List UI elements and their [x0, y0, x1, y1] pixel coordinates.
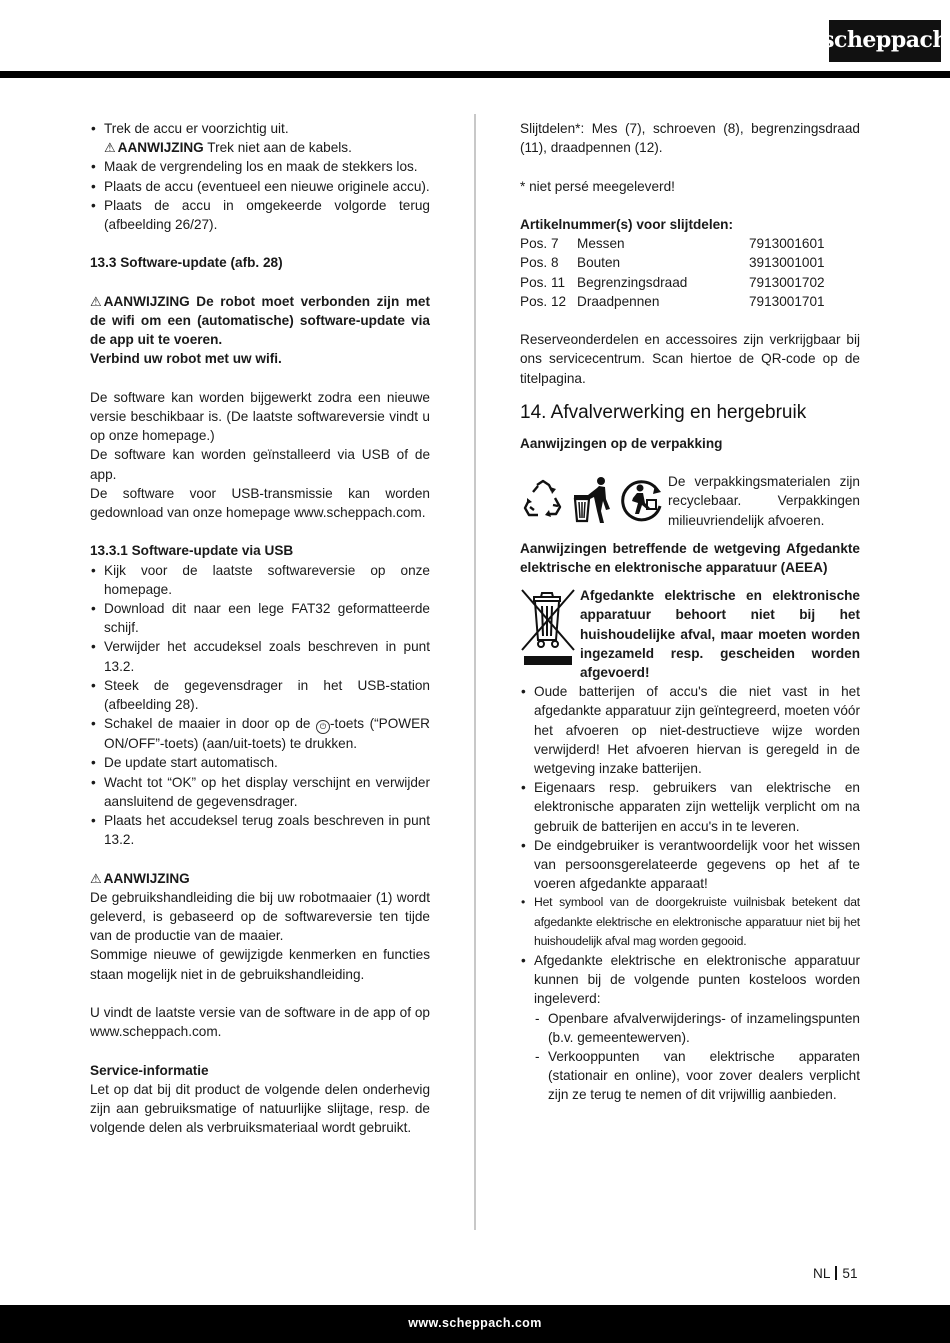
list-item: • Verwijder het accudeksel zoals beschreven in punt 13.2.: [90, 637, 430, 675]
list-item: • Afgedankte elektrische en elektronische apparatuur kunnen bij de volgende punten kosteloos worden ingeleverd:: [520, 951, 860, 1009]
trash-bin-icon: [570, 475, 614, 525]
table-cell: Pos. 12: [520, 293, 567, 309]
list-item: • Het symbool van de doorgekruiste vuilnisbak betekent dat afgedankte elektrische en elektronische apparatuur niet bij het huishoudelijk afval mag worden gegooid.: [520, 893, 860, 951]
list-item: - Verkooppunten van elektrische apparaten (stationair en online), voor zover dealers verplicht zijn ze terug te nemen of dit vrijwillig aanbieden.: [534, 1047, 860, 1105]
table-cell: Pos. 8: [520, 255, 559, 271]
list-item: • Download dit naar een lege FAT32 geformatteerde schijf.: [90, 599, 430, 637]
weee-warning: Afgedankte elektrische en elektronische apparatuur behoort niet bij het huishoudelijke afval, maar moeten worden ingezameld resp. gescheiden worden afgevoerd!: [580, 588, 860, 681]
subsection-heading: 13.3.1 Software-update via USB: [90, 543, 294, 559]
column-divider: [474, 114, 476, 1230]
table-row: [520, 234, 860, 253]
table-cell: Pos. 7: [520, 236, 559, 252]
power-icon: ⏻: [316, 720, 330, 734]
packaging-text: De verpakkingsmaterialen zijn recyclebaar. Verpakkingen milieuvriendelijk afvoeren.: [668, 474, 860, 528]
note-text: Trek niet aan de kabels.: [203, 140, 352, 156]
crossed-bin-icon: [520, 588, 580, 673]
parts-heading: Artikelnummer(s) voor slijtdelen:: [520, 216, 734, 232]
section-heading: 13.3 Software-update (afb. 28): [90, 255, 283, 271]
list-item: • Oude batterijen of accu's die niet vast in het afgedankte apparatuur zijn geïntegreerd, moeten vóór het afvoeren op niet-destructieve wijze worden verwijderd! Het afvoeren hiervan is geregeld in de wetgeving inzake batterijen.: [520, 682, 860, 778]
table-cell: Pos. 11: [520, 274, 566, 290]
paragraph: De software kan worden geïnstalleerd via USB of de app.: [90, 447, 430, 482]
list-item: • Plaats de accu in omgekeerde volgorde terug (afbeelding 26/27).: [90, 196, 430, 234]
list-item: [90, 714, 430, 753]
weee-list: [520, 682, 860, 1008]
usb-steps-list: [90, 561, 430, 850]
table-cell: 7913001702: [749, 274, 825, 290]
list-item: • Plaats de accu (eventueel een nieuwe originele accu).: [90, 177, 430, 196]
list-item: • De eindgebruiker is verantwoordelijk voor het wissen van persoonsgerelateerde gegevens op het af te voeren afgedankte apparaat!: [520, 836, 860, 894]
cable-note: [90, 138, 430, 157]
packaging-block: [520, 472, 860, 530]
note-label: AANWIJZING: [117, 140, 204, 156]
paragraph: Let op dat bij dit product de volgende delen onderhevig zijn aan gebruiksmatige of natuurlijke slijtage, resp. de volgende delen als verbruiksmateriaal wordt gebruikt.: [90, 1081, 430, 1136]
list-item: • Steek de gegevensdrager in het USB-station (afbeelding 28).: [90, 676, 430, 714]
battery-removal-list: [90, 119, 430, 138]
footer-url: www.scheppach.com: [408, 1316, 542, 1331]
wifi-note: [90, 292, 430, 350]
parts-table: [520, 234, 860, 311]
footnote: * niet persé meegeleverd!: [520, 178, 675, 194]
paragraph: U vindt de laatste versie van de software in de app of op www.scheppach.com.: [90, 1005, 430, 1040]
note-text: De robot moet verbonden zijn met de wifi om een (automatische) software-update via de app uit te voeren.: [90, 293, 430, 348]
brand-logo: scheppach: [829, 20, 941, 62]
divider: [835, 1266, 837, 1280]
list-item: • De update start automatisch.: [90, 753, 430, 772]
step-text: Schakel de maaier in door op de: [104, 716, 317, 732]
page-number: [813, 1264, 858, 1283]
list-item: • Kijk voor de laatste softwareversie op onze homepage.: [90, 561, 430, 599]
packaging-icons: [520, 472, 668, 528]
table-cell: 3913001001: [749, 255, 825, 271]
paragraph: De software voor USB-transmissie kan worden gedownload van onze homepage www.scheppach.com.: [90, 485, 430, 521]
wifi-note-2: Verbind uw robot met uw wifi.: [90, 351, 282, 367]
warning-icon: ⚠: [104, 140, 116, 156]
table-row: [520, 273, 860, 292]
paragraph: De gebruikshandleiding die bij uw robotmaaier (1) wordt geleverd, is gebaseerd op de softwareversie ten tijde van de productie van de maaier.: [90, 889, 430, 944]
list-item: • Wacht tot “OK” op het display verschijnt en verwijder aansluitend de gegevensdrager.: [90, 773, 430, 811]
table-cell: 7913001601: [749, 236, 825, 252]
list-item: • Eigenaars resp. gebruikers van elektrische en elektronische apparaten zijn wettelijk verplicht om na gebruik de batterijen en accu's in te leveren.: [520, 778, 860, 836]
language-code: NL: [813, 1266, 831, 1281]
right-column: [520, 119, 860, 1105]
list-item: - Openbare afvalverwijderings- of inzamelingspunten (b.v. gemeentewerven).: [534, 1009, 860, 1047]
header-bar: [0, 71, 950, 78]
table-cell: 7913001701: [749, 293, 825, 309]
battery-removal-list-2: [90, 157, 430, 234]
weee-heading: Aanwijzingen betreffende de wetgeving Afgedankte elektrische en elektronische apparatuur (AEEA): [520, 540, 860, 575]
page-num: 51: [842, 1266, 858, 1281]
paragraph: Sommige nieuwe of gewijzigde kenmerken en functies staan mogelijk niet in de gebruikshandleiding.: [90, 947, 430, 982]
warning-icon: ⚠: [90, 293, 102, 309]
list-item: • Maak de vergrendeling los en maak de stekkers los.: [90, 157, 430, 176]
table-cell: Begrenzingsdraad: [577, 274, 688, 290]
recycle-icon: [520, 477, 566, 523]
section-heading: 14. Afvalverwerking en hergebruik: [520, 401, 807, 423]
table-cell: Draadpennen: [577, 293, 660, 309]
table-row: [520, 253, 860, 272]
recycling-person-icon: [618, 476, 666, 524]
list-item: • Plaats het accudeksel terug zoals beschreven in punt 13.2.: [90, 811, 430, 849]
step-text: -toets (“POWER ON/OFF”-toets) (aan/uit-toets) te drukken.: [104, 716, 431, 752]
footer-bar: [0, 1305, 950, 1343]
packaging-heading: Aanwijzingen op de verpakking: [520, 435, 723, 451]
warning-icon: ⚠: [90, 870, 102, 886]
note-label: AANWIJZING: [103, 293, 190, 309]
paragraph: Reserveonderdelen en accessoires zijn verkrijgbaar bij ons servicecentrum. Scan hiertoe de QR-code op de titelpagina.: [520, 332, 860, 386]
service-heading: Service-informatie: [90, 1062, 209, 1078]
list-item: • Trek de accu er voorzichtig uit.: [90, 119, 430, 138]
note-heading: [90, 869, 430, 888]
table-row: [520, 292, 860, 311]
collection-points-list: [520, 1009, 860, 1105]
note-label: AANWIJZING: [103, 870, 190, 886]
paragraph: De software kan worden bijgewerkt zodra een nieuwe versie beschikbaar is. (De laatste softwareversie vindt u op onze homepage.): [90, 389, 430, 444]
left-column: [90, 119, 430, 1137]
table-cell: Messen: [577, 236, 625, 252]
paragraph: Slijtdelen*: Mes (7), schroeven (8), begrenzingsdraad (11), draadpennen (12).: [520, 121, 860, 156]
table-cell: Bouten: [577, 255, 621, 271]
weee-block: [520, 586, 860, 682]
